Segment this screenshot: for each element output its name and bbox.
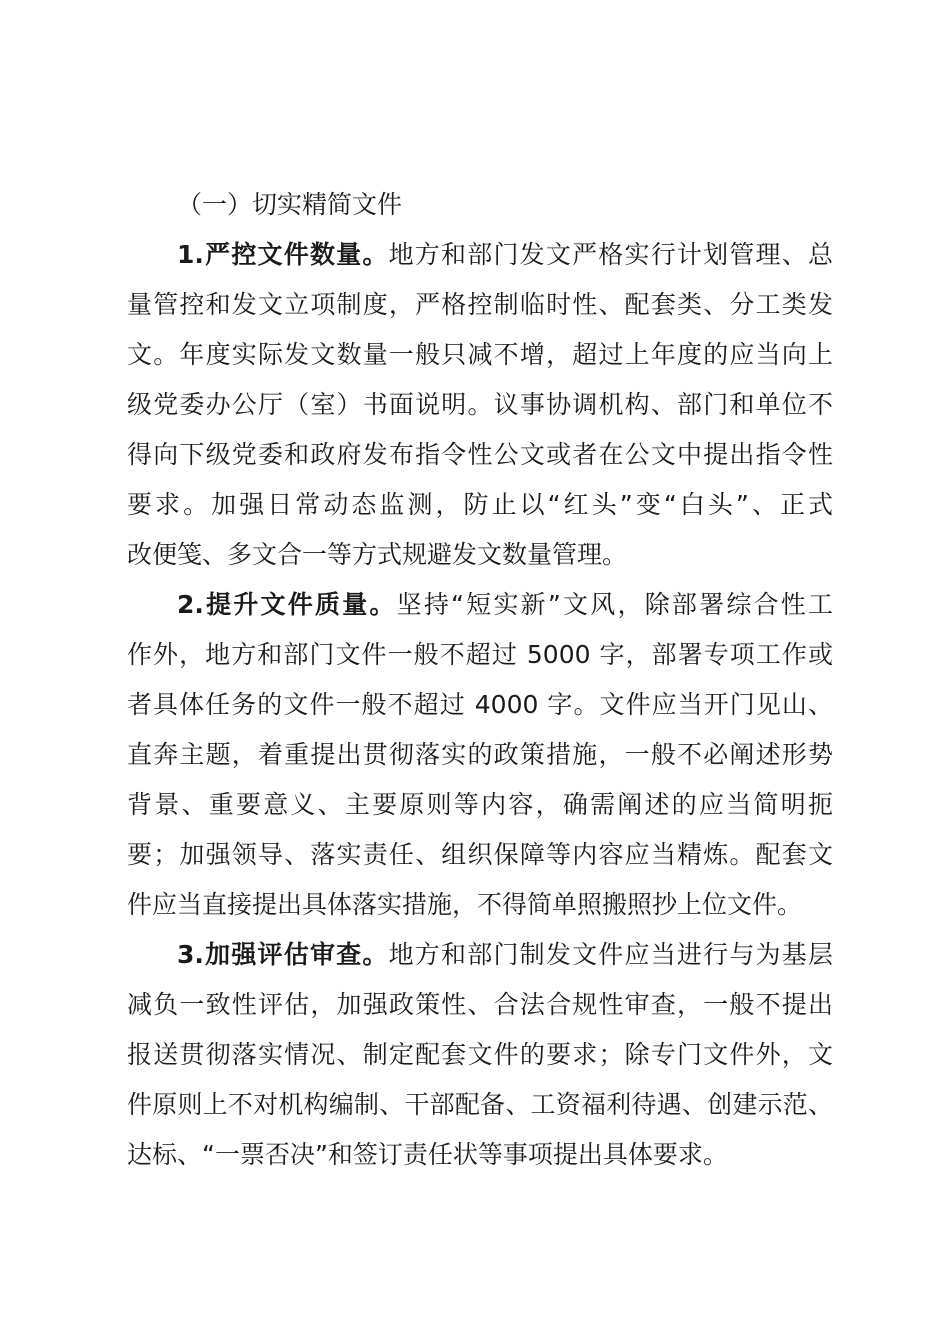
- section-heading: （一）切实精简文件: [177, 190, 403, 219]
- paragraph-lead: 2.提升文件质量。: [177, 590, 397, 619]
- paragraph-line: 改便笺、多文合一等方式规避发文数量管理。: [127, 540, 628, 569]
- paragraph-line: 件应当直接提出具体落实措施，不得简单照搬照抄上位文件。: [127, 890, 803, 919]
- paragraph-text: 地方和部门制发文件应当进行与为基层: [388, 940, 833, 969]
- paragraph-line: 要；加强领导、落实责任、组织保障等内容应当精炼。配套文: [127, 840, 833, 869]
- paragraph-line: 直奔主题，着重提出贯彻落实的政策措施，一般不必阐述形势: [127, 740, 833, 769]
- paragraph-line: 背景、重要意义、主要原则等内容，确需阐述的应当简明扼: [127, 790, 833, 819]
- paragraph-line: 文。年度实际发文数量一般只减不增，超过上年度的应当向上: [127, 340, 833, 369]
- document-body: [127, 180, 833, 1180]
- paragraph-line: 达标、“一票否决”和签订责任状等事项提出具体要求。: [127, 1140, 728, 1169]
- paragraph-lead: 3.加强评估审查。: [177, 940, 389, 969]
- paragraph-line: 者具体任务的文件一般不超过 4000 字。文件应当开门见山、: [127, 690, 833, 719]
- paragraph-line: 量管控和发文立项制度，严格控制临时性、配套类、分工类发: [127, 290, 833, 319]
- paragraph-3: [127, 930, 833, 1180]
- paragraph-text: 地方和部门发文严格实行计划管理、总: [388, 240, 833, 269]
- paragraph-line: [127, 230, 833, 280]
- paragraph-line: 件原则上不对机构编制、干部配备、工资福利待遇、创建示范、: [127, 1090, 833, 1119]
- paragraph-lead: 1.严控文件数量。: [177, 240, 389, 269]
- paragraph-line: 报送贯彻落实情况、制定配套文件的要求；除专门文件外，文: [127, 1040, 833, 1069]
- paragraph-1: [127, 230, 833, 580]
- paragraph-text: 坚持“短实新”文风，除部署综合性工: [396, 590, 833, 619]
- paragraph-line: 要求。加强日常动态监测，防止以“红头”变“白头”、正式: [127, 490, 833, 519]
- paragraph-line: [127, 580, 833, 630]
- paragraph-line: 作外，地方和部门文件一般不超过 5000 字，部署专项工作或: [127, 640, 833, 669]
- paragraph-2: [127, 580, 833, 930]
- paragraph-line: 得向下级党委和政府发布指令性公文或者在公文中提出指令性: [127, 440, 833, 469]
- paragraph-line: 级党委办公厅（室）书面说明。议事协调机构、部门和单位不: [127, 390, 833, 419]
- paragraph-line: [127, 930, 833, 980]
- paragraph-line: 减负一致性评估，加强政策性、合法合规性审查，一般不提出: [127, 990, 833, 1019]
